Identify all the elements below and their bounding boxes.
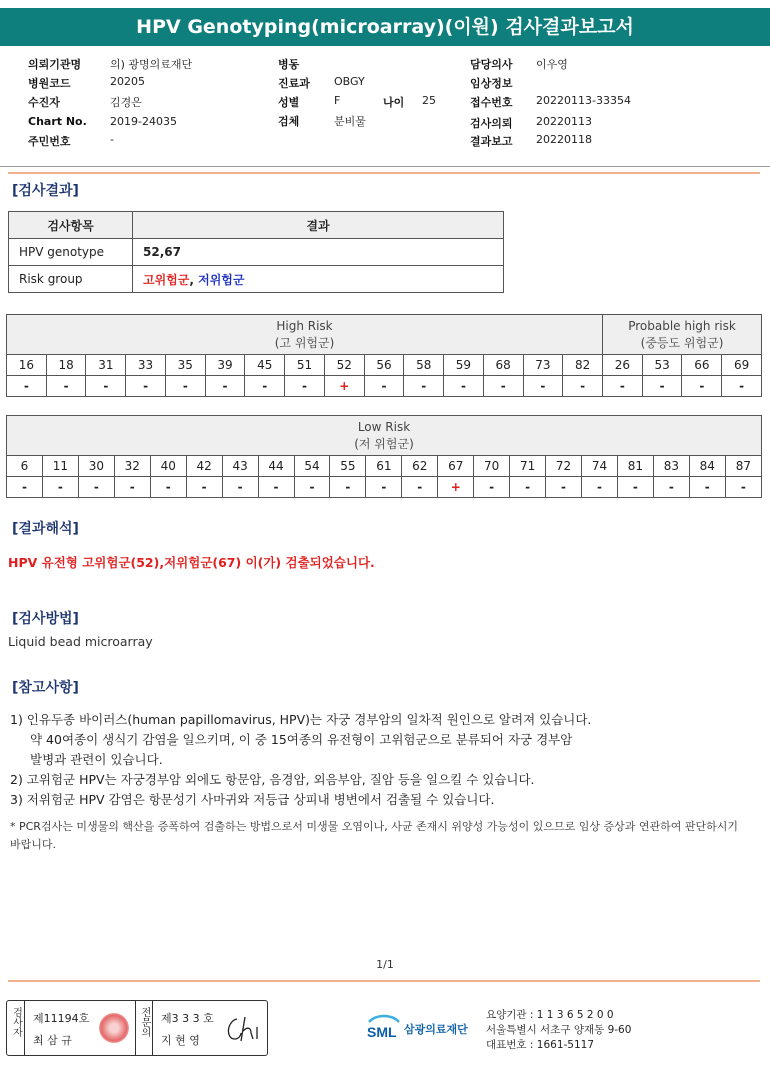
high-risk-result-3: -: [126, 376, 166, 397]
high-risk-result-4: -: [165, 376, 205, 397]
col-header-item: 검사항목: [9, 212, 133, 239]
orange-divider-bottom: [8, 980, 760, 982]
high-risk-type-11: 59: [444, 355, 484, 376]
note-3: 3) 저위험군 HPV 감염은 항문성기 사마귀와 저등급 상피내 병변에서 검출될 수 있습니다.: [10, 792, 495, 807]
svg-text:SML: SML: [367, 1024, 397, 1040]
request-label: 검사의뢰: [470, 117, 513, 130]
high-risk-type-row: [7, 355, 762, 376]
low-risk-result-0: -: [7, 477, 43, 498]
low-risk-result-1: -: [42, 477, 78, 498]
notes-list: [10, 710, 591, 810]
low-risk-result-15: -: [546, 477, 582, 498]
low-risk-result-6: -: [222, 477, 258, 498]
signature-box: [6, 1000, 268, 1056]
high-risk-type-5: 39: [205, 355, 245, 376]
interpretation-text: HPV 유전형 고위험군(52),저위험군(67) 이(가) 검출되었습니다.: [8, 555, 375, 570]
chart-label: Chart No.: [28, 115, 87, 128]
examiner-vertical-label: [7, 1001, 25, 1055]
risk-high-text: 고위험군: [143, 272, 190, 287]
result-date-label: 결과보고: [470, 135, 513, 148]
low-risk-type-19: 84: [689, 456, 725, 477]
high-risk-type-10: 58: [404, 355, 444, 376]
probable-risk-header: [603, 315, 762, 355]
method-text: Liquid bead microarray: [8, 634, 153, 649]
genotype-value: 52,67: [133, 239, 504, 266]
chart-value: 2019-24035: [110, 115, 177, 128]
low-risk-label-ko: (저 위험군): [354, 436, 414, 451]
low-risk-type-4: 40: [150, 456, 186, 477]
genotype-label: HPV genotype: [9, 239, 133, 266]
low-risk-result-16: -: [582, 477, 618, 498]
low-risk-type-18: 83: [653, 456, 689, 477]
high-risk-result-16: -: [642, 376, 682, 397]
high-risk-type-15: 26: [603, 355, 643, 376]
low-risk-type-11: 62: [402, 456, 438, 477]
high-risk-label-en: High Risk: [276, 318, 333, 333]
dept-value: OBGY: [334, 75, 365, 88]
pcr-footnote: * PCR검사는 미생물의 핵산을 증폭하여 검출하는 방법으로서 미생물 오염이나, 사균 존재시 위양성 가능성이 있으므로 임상 증상과 연관하여 판단하시기 바랍니다.: [10, 820, 738, 851]
note-1-line-3: 발병과 관련이 있습니다.: [30, 752, 163, 767]
high-risk-result-12: -: [483, 376, 523, 397]
section-title-notes: [참고사항]: [12, 680, 79, 696]
low-risk-type-5: 42: [186, 456, 222, 477]
high-risk-genotype-table: [6, 314, 762, 397]
low-risk-type-3: 32: [114, 456, 150, 477]
low-risk-result-2: -: [78, 477, 114, 498]
clinical-label: 임상정보: [470, 77, 513, 90]
low-risk-type-16: 74: [582, 456, 618, 477]
high-risk-type-16: 53: [642, 355, 682, 376]
low-risk-header: [7, 416, 762, 456]
page-number: 1/1: [376, 958, 394, 971]
request-value: 20220113: [536, 115, 592, 128]
specialist-vertical-label: [135, 1001, 153, 1055]
high-risk-type-18: 69: [722, 355, 762, 376]
low-risk-result-row: [7, 477, 762, 498]
risk-separator: ,: [189, 272, 199, 287]
probable-risk-label-en: Probable high risk: [628, 318, 736, 333]
age-value: 25: [422, 94, 436, 107]
patient-label: 수진자: [28, 96, 60, 109]
high-risk-type-12: 68: [483, 355, 523, 376]
low-risk-type-1: 11: [42, 456, 78, 477]
high-risk-type-3: 33: [126, 355, 166, 376]
note-1-line-1: 1) 인유두종 바이러스(human papillomavirus, HPV)는 자궁 경부암의 일차적 원인으로 알려져 있습니다.: [10, 712, 592, 727]
high-risk-result-1: -: [46, 376, 86, 397]
probable-risk-label-ko: (중등도 위험군): [640, 335, 724, 350]
high-risk-result-0: -: [7, 376, 47, 397]
high-risk-result-row: [7, 376, 762, 397]
specimen-label: 검체: [278, 115, 300, 128]
org-line-3: 대표번호 : 1661-5117: [486, 1039, 595, 1051]
note-1-line-2: 약 40여종이 생식기 감염을 일으키며, 이 중 15여종의 유전형이 고위험군으로 분류되어 자궁 경부암: [30, 732, 573, 747]
rrn-value: -: [110, 133, 114, 146]
low-risk-result-8: -: [294, 477, 330, 498]
hospital-code-label: 병원코드: [28, 77, 71, 90]
low-risk-type-15: 72: [546, 456, 582, 477]
doctor-value: 이우영: [536, 58, 568, 71]
rrn-label: 주민번호: [28, 135, 71, 148]
risk-low-text: 저위험군: [198, 272, 245, 287]
high-risk-result-17: -: [682, 376, 722, 397]
age-label: 나이: [383, 96, 405, 109]
high-risk-result-2: -: [86, 376, 126, 397]
low-risk-type-2: 30: [78, 456, 114, 477]
high-risk-type-8: 52: [324, 355, 364, 376]
high-risk-header: [7, 315, 603, 355]
low-risk-type-6: 43: [222, 456, 258, 477]
specialist-name: 지 현 영: [161, 1034, 200, 1047]
org-name: 삼광의료재단: [404, 1023, 468, 1036]
low-risk-type-7: 44: [258, 456, 294, 477]
high-risk-type-14: 82: [563, 355, 603, 376]
high-risk-result-15: -: [603, 376, 643, 397]
org-info: [486, 1008, 631, 1053]
low-risk-result-17: -: [617, 477, 653, 498]
risk-group-value: [133, 266, 504, 293]
low-risk-result-13: -: [474, 477, 510, 498]
signature-icon: [223, 1013, 263, 1045]
high-risk-result-10: -: [404, 376, 444, 397]
ward-label: 병동: [278, 58, 300, 71]
low-risk-result-18: -: [653, 477, 689, 498]
institution-label: 의뢰기관명: [28, 58, 82, 71]
low-risk-result-14: -: [510, 477, 546, 498]
high-risk-result-5: -: [205, 376, 245, 397]
low-risk-result-12: +: [438, 477, 474, 498]
low-risk-type-row: [7, 456, 762, 477]
receipt-value: 20220113-33354: [536, 94, 631, 107]
low-risk-type-14: 71: [510, 456, 546, 477]
low-risk-result-4: -: [150, 477, 186, 498]
high-risk-type-17: 66: [682, 355, 722, 376]
doctor-label: 담당의사: [470, 58, 513, 71]
sml-logo-icon: [366, 1012, 402, 1042]
low-risk-result-20: -: [725, 477, 761, 498]
note-2: 2) 고위험군 HPV는 자궁경부암 외에도 항문암, 음경암, 외음부암, 질암 등을 일으킬 수 있습니다.: [10, 772, 535, 787]
high-risk-type-2: 31: [86, 355, 126, 376]
high-risk-type-9: 56: [364, 355, 404, 376]
sex-value: F: [334, 94, 341, 107]
high-risk-type-1: 18: [46, 355, 86, 376]
examiner-seal-icon: [99, 1013, 129, 1043]
result-summary-table: [8, 211, 504, 293]
org-line-2: 서울특별시 서초구 양재동 9-60: [486, 1024, 632, 1036]
high-risk-result-14: -: [563, 376, 603, 397]
low-risk-result-7: -: [258, 477, 294, 498]
risk-group-label: Risk group: [9, 266, 133, 293]
low-risk-result-9: -: [330, 477, 366, 498]
specialist-license: 제3 3 3 호: [161, 1012, 214, 1025]
low-risk-type-10: 61: [366, 456, 402, 477]
high-risk-result-11: -: [444, 376, 484, 397]
low-risk-type-13: 70: [474, 456, 510, 477]
sex-label: 성별: [278, 96, 300, 109]
low-risk-type-17: 81: [617, 456, 653, 477]
org-line-1: 요양기관 : 1 1 3 6 5 2 0 0: [486, 1009, 614, 1021]
low-risk-type-0: 6: [7, 456, 43, 477]
examiner-license: 제11194호: [33, 1012, 90, 1025]
high-risk-result-9: -: [364, 376, 404, 397]
specialist-role: 전문의: [139, 1007, 150, 1037]
receipt-label: 접수번호: [470, 96, 513, 109]
low-risk-label-en: Low Risk: [357, 419, 411, 434]
result-date-value: 20220118: [536, 133, 592, 146]
section-title-results: [검사결과]: [12, 183, 79, 199]
orange-divider-top: [8, 172, 760, 174]
col-header-result: 결과: [133, 212, 504, 239]
specimen-value: 분비물: [334, 115, 366, 128]
low-risk-type-20: 87: [725, 456, 761, 477]
section-title-method: [검사방법]: [12, 611, 79, 627]
hospital-code-value: 20205: [110, 75, 145, 88]
low-risk-result-10: -: [366, 477, 402, 498]
low-risk-type-9: 55: [330, 456, 366, 477]
patient-header: [0, 56, 770, 166]
low-risk-result-11: -: [402, 477, 438, 498]
examiner-role: 검사자: [10, 1007, 22, 1037]
low-risk-result-5: -: [186, 477, 222, 498]
low-risk-result-19: -: [689, 477, 725, 498]
high-risk-type-6: 45: [245, 355, 285, 376]
low-risk-result-3: -: [114, 477, 150, 498]
section-title-interpretation: [결과해석]: [12, 521, 79, 537]
high-risk-result-8: +: [324, 376, 364, 397]
low-risk-type-8: 54: [294, 456, 330, 477]
dept-label: 진료과: [278, 77, 310, 90]
high-risk-label-ko: (고 위험군): [274, 335, 335, 350]
high-risk-result-13: -: [523, 376, 563, 397]
examiner-name: 최 삼 규: [33, 1034, 72, 1047]
report-title: HPV Genotyping(microarray)(이원) 검사결과보고서: [0, 8, 770, 46]
institution-value: 의) 광명의료재단: [110, 58, 193, 71]
header-divider: [0, 166, 770, 167]
high-risk-result-7: -: [285, 376, 325, 397]
high-risk-type-0: 16: [7, 355, 47, 376]
high-risk-type-13: 73: [523, 355, 563, 376]
high-risk-type-4: 35: [165, 355, 205, 376]
patient-value: 김경은: [110, 96, 142, 109]
low-risk-type-12: 67: [438, 456, 474, 477]
high-risk-result-18: -: [722, 376, 762, 397]
high-risk-result-6: -: [245, 376, 285, 397]
high-risk-type-7: 51: [285, 355, 325, 376]
low-risk-genotype-table: [6, 415, 762, 498]
